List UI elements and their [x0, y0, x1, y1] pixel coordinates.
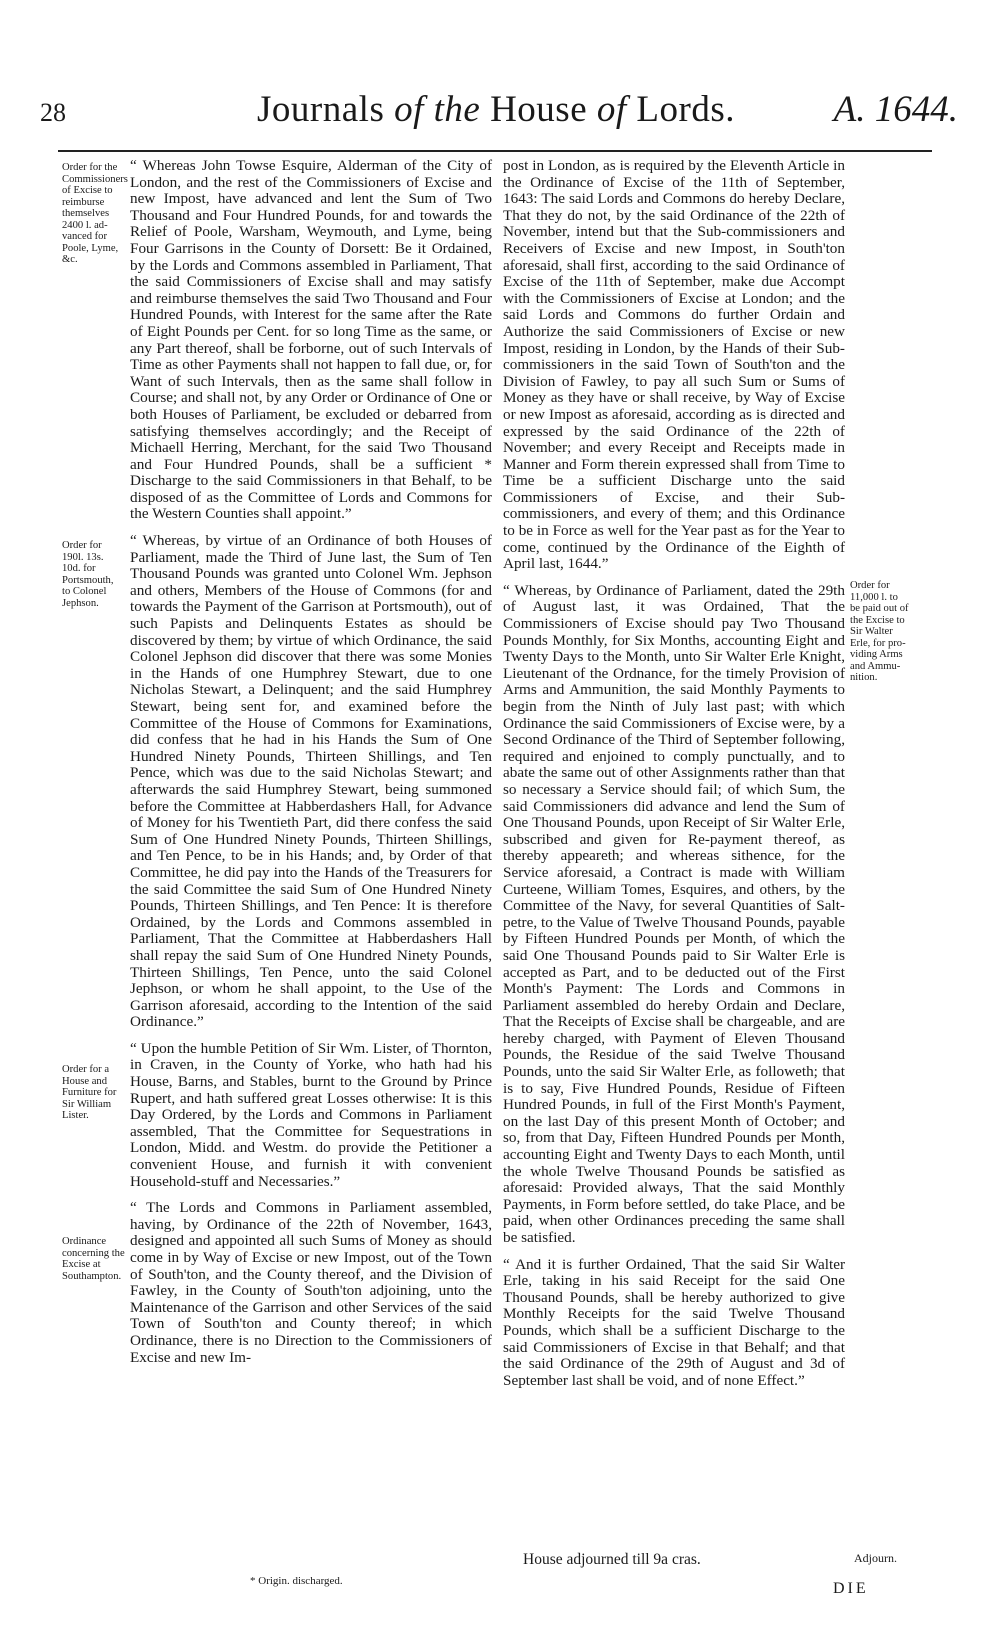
margin-note-southampton: Ordinance concerning the Excise at Southampton. [62, 1236, 125, 1282]
adjournment-margin: Adjourn. [854, 1551, 897, 1565]
paragraph-southampton-cont: post in London, as is required by the Eleventh Article in the Ordinance of Excise of the 11th of September, 1643: The said Lords and Commons do hereby Declare, That they do not, by the said Ordinance of the 22th of November, intend but that the Sub-commissioners and Receivers of Excise and new Impost, in South'ton aforesaid, shall first, according to the said Ordinance of Excise of the 11th of September, make due Accompt with the Commissioners of Excise at London; and the said Lords and Commons do further Ordain and Authorize the said Commissioners of Excise or new Impost, residing in London, by the Hands of their Sub-commissioners in the said Town of South'ton and the Division of Fawley, to pay all such Sum or Sums of Money as they have or shall receive, by Way of Excise or new Impost as aforesaid, according as is directed and expressed by the said Ordinance of the 22th of November; and every Receipt and Receipts made in Manner and Form therein expressed shall from Time to Time be a sufficient Discharge unto the said Commissioners of Excise, and their Sub-commissioners, and every of them; and this Ordinance to be in Force as well for the Year past as for the Year to come, continued by the Ordinance of the Eighth of April last, 1644.” [503, 157, 845, 573]
paragraph-portsmouth: “ Whereas, by virtue of an Ordinance of both Houses of Parliament, made the Third of June last, the Sum of Ten Thousand Pounds was granted unto Colonel Wm. Jephson and others, Members of the House of Commons (for and towards the Payment of the Garrison at Portsmouth), out of such Papists and Delinquents Estates as should be discovered by them; by virtue of which Ordinance, the said Colonel Jephson did discover that there was some Monies in the Hands of one Humphrey Stewart, due to one Nicholas Stewart, a Delinquent; and the said Humphrey Stewart, being sent for, and examined before the Committee of the House of Commons for Examinations, did confess that he had in his Hands the Sum of One Hundred Ninety Pounds, Thirteen Shillings, and Ten Pence, which was due to the said Nicholas Stewart; and afterwards the said Humphrey Stewart, being summoned before the Committee at Habberdashers Hall, for Advance of Money for his Twentieth Part, did there confess the said Sum of One Hundred Ninety Pounds, Thirteen Shillings, and Ten Pence, to be in his Hands; and, by Order of that Committee, he did pay into the Hands of the Treasurers for the said Committee the said Sum of One Hundred Ninety Pounds, Thirteen Shillings, and Ten Pence: It is therefore Ordained, by the Lords and Commons assembled in Parliament, That the Committee at Habberdashers Hall shall repay the said Sum of One Hundred Ninety Pounds, Thirteen Shillings, Ten Pence, unto the said Colonel Jephson, or whom he shall appoint, to the Use of the Garrison aforesaid, according to the Intention of the said Ordinance.” [130, 532, 492, 1031]
footnote: * Origin. discharged. [250, 1575, 343, 1587]
column-right [503, 158, 845, 1399]
margin-note-lister: Order for a House and Furniture for Sir William Lister. [62, 1064, 117, 1121]
column-left [130, 158, 492, 1376]
title-the: the [433, 89, 481, 130]
paragraph-southampton: “ The Lords and Commons in Parliament assembled, having, by Ordinance of the 22th of November, 1643, designed and appointed all such Sums of Money as should come in by Way of Excise or new Impost, out of the Town of South'ton, and the County thereof, and the Division of Fawley, in the County of South'ton adjoining, unto the Maintenance of the Garrison and other Services of the said Town of South'ton and County thereof; in which Ordinance, there is no Direction to the Commissioners of Excise and new Im- [130, 1199, 492, 1366]
paragraph-excise-reimburse: “ Whereas John Towse Esquire, Alderman of the City of London, and the rest of the Commissioners of Excise and new Impost, have advanced and lent the Sum of Two Thousand and Four Hundred Pounds, for and towards the Relief of Poole, Warsham, Weymouth, and Lyme, being Four Garrisons in the County of Dorsett: Be it Ordained, by the Lords and Commons assembled in Parliament, That the said Commissioners of Excise shall and may satisfy and reimburse themselves the said Two Thousand and Four Hundred Pounds, with Interest for the same after the Rate of Eight Pounds per Cent. for so long Time as the same, or any Part thereof, shall be forborne, out of such Intervals of Time as other Payments shall not happen to fall due, or, for Want of such Intervals, then as the same shall follow in Course; and shall not, by any Order or Ordinance of One or both Houses of Parliament, be excluded or debarred from satisfying themselves accordingly; and the Receipt of Michaell Herring, Merchant, for the said Two Thousand and Four Hundred Pounds, shall be a sufficient * Discharge to the said Commissioners in that Behalf, to be disposed of as the Committee of Lords and Commons for the Western Counties shall appoint.” [130, 157, 492, 523]
title-journals: Journals [257, 89, 385, 130]
title-lords: Lords. [636, 89, 735, 130]
page-header [0, 88, 992, 146]
margin-note-excise-reimburse: Order for the Commissioners of Excise to reimburse themselves 2400 l. ad- vanced for Poole, Lyme, &c. [62, 162, 128, 265]
title-of-1: of [394, 89, 424, 130]
paragraph-erle: “ Whereas, by Ordinance of Parliament, dated the 29th of August last, it was Ordained, That the Commissioners of Excise should pay Two Thousand Pounds Monthly, for Six Months, accounting Eight and Twenty Days to the Month, unto Sir Walter Erle Knight, Lieutenant of the Ordnance, for the timely Provision of Arms and Ammunition, the said Monthly Payments to begin from the Ninth of July last past; with which Ordinance the said Commissioners of Excise were, by a Second Ordinance of the Third of September following, required and enjoined to comply punctually, and to abate the same out of other Assignments rather than that so necessary a Service should fail; of which Sum, the said Commissioners did advance and lend the Sum of One Thousand Pounds, upon Receipt of Sir Walter Erle, subscribed and given for Re-payment thereof, as thereby appeareth; and whereas sithence, for the Service aforesaid, a Contract is made with William Curteene, William Tomes, Esquires, and others, by the Committee of the Navy, for several Quantities of Salt-petre, to the Value of Twelve Thousand Pounds, payable by Fifteen Hundred Pounds per Month, of which the said One Thousand Pounds paid to Sir Walter Erle is accepted as Part, and to be deducted out of the First Month's Payment: The Lords and Commons in Parliament assembled do hereby Ordain and Declare, That the Receipts of Excise shall be chargeable, and are hereby charged, with Payment of Eleven Thousand Pounds, the Residue of the said Twelve Thousand Pounds, unto the said Sir Walter Erle, as followeth; that is to say, Five Hundred Pounds, Residue of Fifteen Hundred Pounds, in full of the First Month's Payment, on the last Day of this present Month of October; and so, from that Day, Fifteen Hundred Pounds per Month, accounting Eight and Twenty Days to each Month, until the whole Twelve Thousand Pounds be satisfied as aforesaid: Provided always, That the said Monthly Payments, in Form before settled, do take Place, and be paid, when other Ordinances preceding the same shall be satisfied. [503, 581, 845, 1246]
margin-note-erle: Order for 11,000 l. to be paid out of the Excise to Sir Walter Erle, for pro- viding Arms and Ammu- nition. [850, 580, 909, 683]
header-rule [58, 150, 932, 152]
catchword: DIE [833, 1580, 869, 1597]
page-number: 28 [40, 98, 66, 127]
year: A. 1644. [833, 89, 958, 130]
margin-note-portsmouth: Order for 190l. 13s. 10d. for Portsmouth, to Colonel Jephson. [62, 540, 114, 609]
paragraph-erle-further: “ And it is further Ordained, That the said Sir Walter Erle, taking in his said Receipt for the said One Thousand Pounds, shall be hereby authorized to give Monthly Receipts for the said Twelve Thousand Pounds, which shall be a sufficient Discharge to the said Commissioners of Excise in that Behalf; and that the said Ordinance of the 29th of August and 3d of September last shall be void, and of none Effect.” [503, 1255, 845, 1389]
title-of-2: of [596, 89, 627, 130]
adjournment: House adjourned till 9a cras. [523, 1551, 701, 1568]
title-house: House [490, 89, 588, 130]
paragraph-lister: “ Upon the humble Petition of Sir Wm. Lister, of Thornton, in Craven, in the County of Yorke, who hath had his House, Barns, and Stables, burnt to the Ground by Prince Rupert, and hath suffered great Losses otherwise: It is this Day Ordered, by the Lords and Commons in Parliament assembled, That the Committee for Sequestrations in London, Midd. and Westm. do provide the Petitioner a convenient House, and furnish it with convenient Household-stuff and Necessaries.” [130, 1039, 492, 1190]
